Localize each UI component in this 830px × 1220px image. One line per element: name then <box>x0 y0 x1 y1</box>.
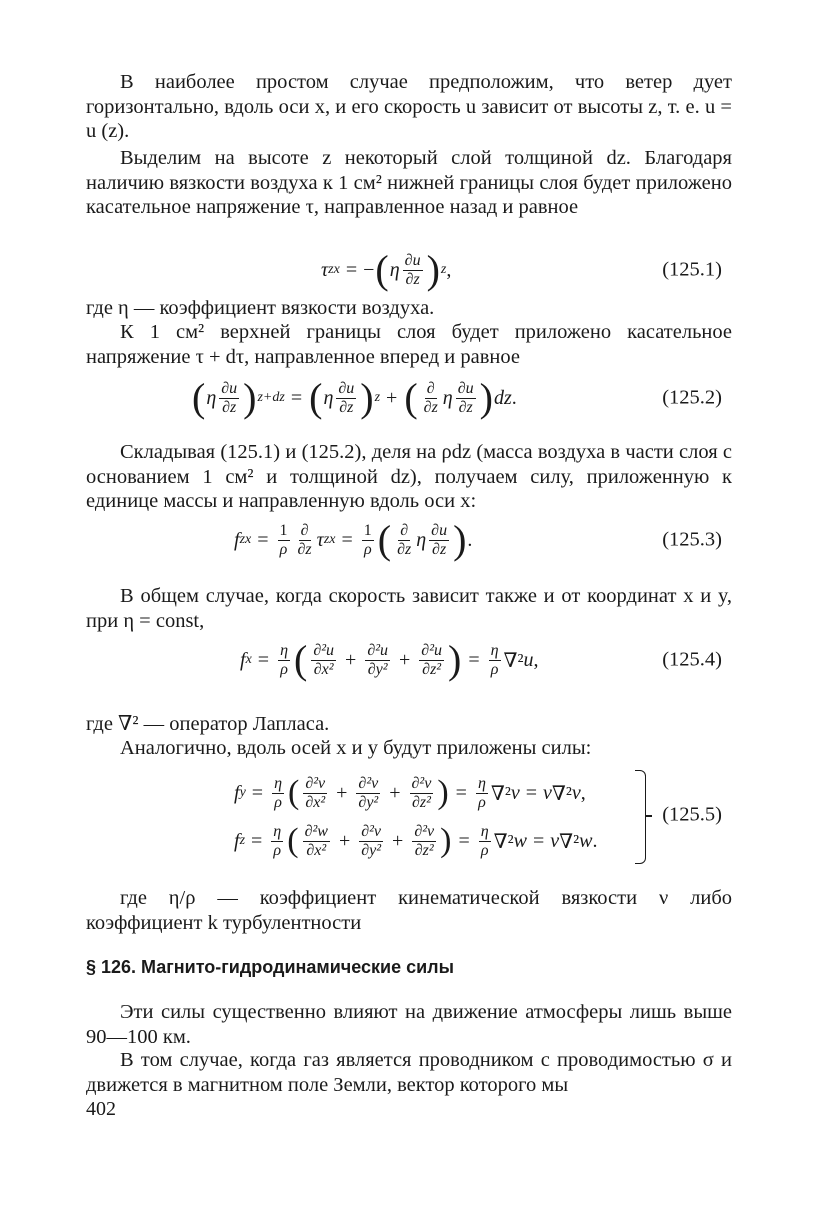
equation-125-2-formula: ( η $\frac{\partial u}{\partial z}$ ) z+dz = ( η $\frac{\partial u}{\partial z}$ ) z + ( $\frac{\partial}{\partial z}$ η $\frac{\partial u}{\partial z}$ ) dz . <box>192 375 517 420</box>
equation-125-5-number-row <box>86 790 732 840</box>
paragraph-conducting-gas: В том случае, когда газ является проводником с проводимостью σ и движется в магнитном поле Земли, вектор которого мы <box>86 1049 732 1096</box>
equation-125-2 <box>86 368 732 428</box>
paragraph-mhd-altitude: Эти силы существенно влияют на движение атмосферы лишь выше 90—100 км. <box>86 1001 732 1048</box>
equation-125-1-formula: τ zx = − ( η $\frac{\partial u}{\partial z}$ ) z , <box>321 247 452 292</box>
paragraph-viscosity-coefficient: где η — коэффициент вязкости воздуха. <box>86 297 435 319</box>
equation-125-1 <box>86 240 732 300</box>
equation-number: (125.4) <box>662 648 722 671</box>
equation-number: (125.5) <box>662 803 722 826</box>
paragraph-viscous-layer: Выделим на высоте z некоторый слой толщиной dz. Благодаря наличию вязкости воздуха к 1 см² нижней границы слоя будет приложено касательное напряжение τ, направленное назад и равное <box>86 147 732 218</box>
paragraph-laplace-operator: где ∇² — оператор Лапласа. <box>86 713 330 735</box>
equation-number: (125.1) <box>662 258 722 281</box>
equation-125-4-formula: f x = $\frac{\eta}{\rho}$ ( $\frac{\text{∂²u}}{\text{∂x²}}$ + $\frac{\text{∂²u}}{\text{∂y²}}$ + $\frac{\text{∂²u}}{\text{∂z²}}$ ) = $\frac{\eta}{\rho}$ ∇² u , <box>240 637 539 682</box>
paragraph-force-per-mass: Складывая (125.1) и (125.2), деля на ρdz (масса воздуха в части слоя с основанием 1 см² и толщиной dz), получаем силу, приложенную к единице массы и направленную вдоль оси x: <box>86 441 732 512</box>
paragraph-analogous-forces: Аналогично, вдоль осей x и y будут приложены силы: <box>120 737 592 759</box>
equation-number: (125.3) <box>662 528 722 551</box>
equation-125-5-fy-formula: f y = $\frac{\eta}{\rho}$ ( $\frac{\text{∂²v}}{\text{∂x²}}$ + $\frac{\text{∂²v}}{\text{∂y²}}$ + $\frac{\text{∂²v}}{\text{∂z²}}$ ) = $\frac{\eta}{\rho}$ ∇² v = ν ∇² v , <box>234 774 586 811</box>
paragraph-kinematic-viscosity: где η/ρ — коэффициент кинематической вязкости ν либо коэффициент k турбулентности <box>86 887 732 934</box>
section-heading: § 126. Магнито-гидродинамические силы <box>86 957 454 977</box>
equation-125-3-formula: f zx = $\frac{1}{\rho}$ $\frac{\partial}{\partial z}$ τ zx = $\frac{1}{\rho}$ ( $\frac{\partial}{\partial z}$ η $\frac{\partial u}{\partial z}$ ) . <box>234 517 473 562</box>
equation-125-4 <box>86 630 732 690</box>
equation-125-5-fz-formula: f z = $\frac{\eta}{\rho}$ ( $\frac{\text{∂²w}}{\text{∂x²}}$ + $\frac{\text{∂²v}}{\text{∂y²}}$ + $\frac{\text{∂²v}}{\text{∂z²}}$ ) = $\frac{\eta}{\rho}$ ∇² w = ν ∇² w . <box>234 822 598 859</box>
equation-125-3 <box>86 510 732 570</box>
equation-number: (125.2) <box>662 386 722 409</box>
paragraph-horizontal-wind: В наиболее простом случае предположим, что ветер дует горизонтально, вдоль оси x, и его скорость u зависит от высоты z, т. е. u = u (z). <box>86 71 732 142</box>
paragraph-upper-boundary: К 1 см² верхней границы слоя будет приложено касательное напряжение τ + dτ, направленное вперед и равное <box>86 321 732 368</box>
page-number: 402 <box>86 1098 116 1120</box>
paragraph-general-case: В общем случае, когда скорость зависит также и от координат x и y, при η = const, <box>86 585 732 632</box>
